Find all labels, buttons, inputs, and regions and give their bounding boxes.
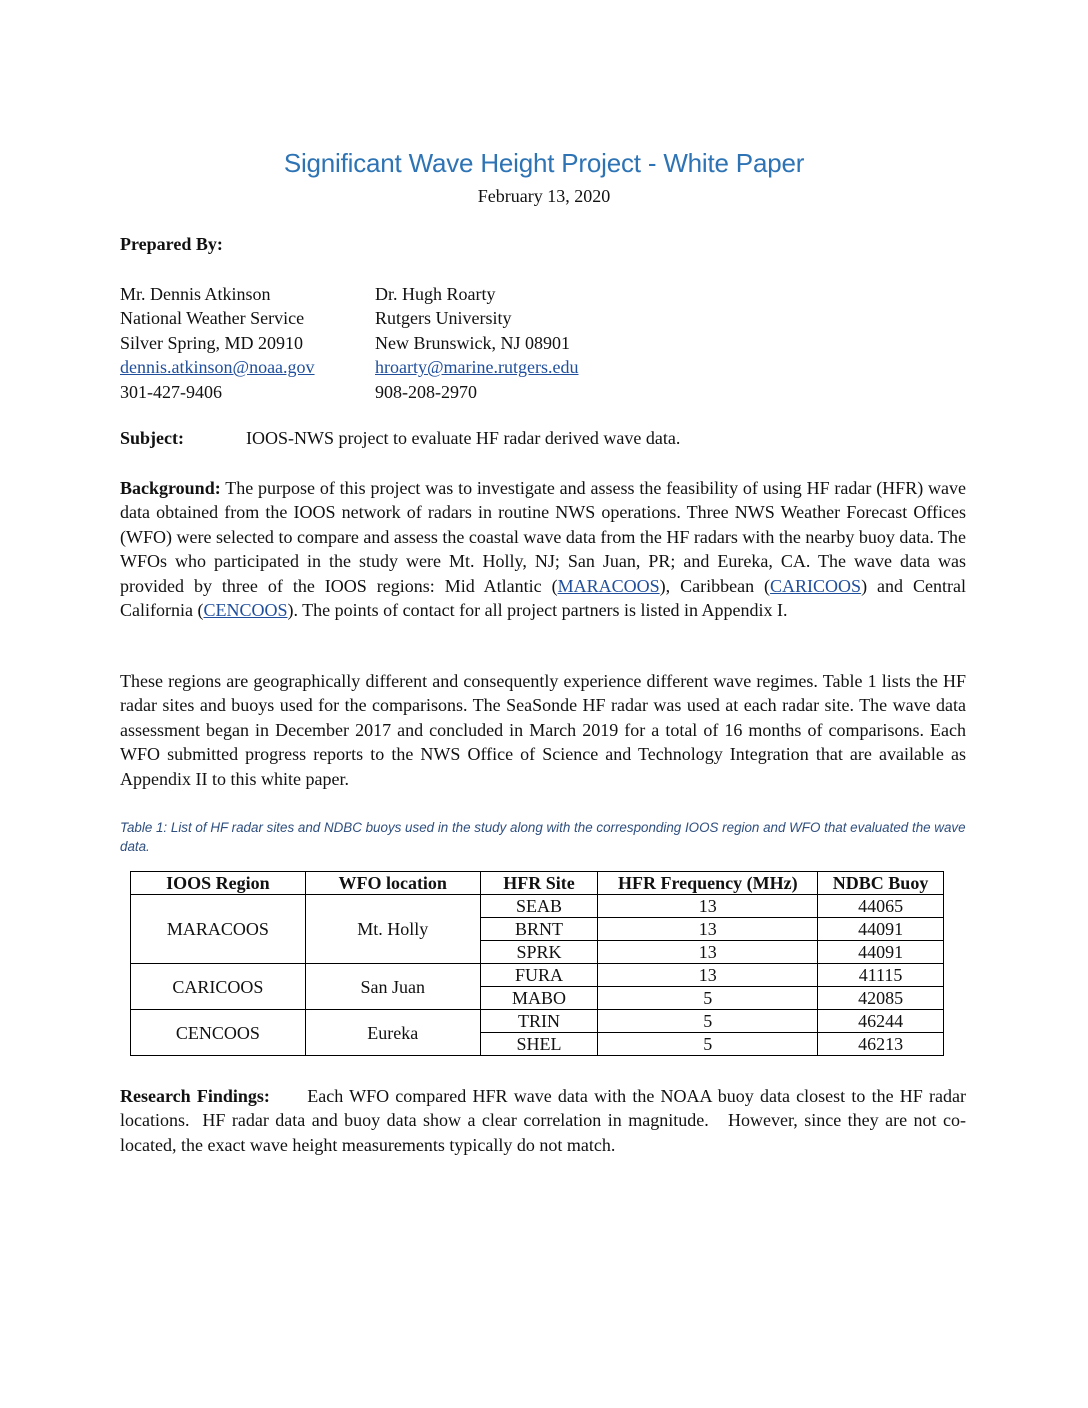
wfo-cell: Eureka bbox=[305, 1010, 480, 1056]
region-cell: CARICOOS bbox=[131, 964, 306, 1010]
wfo-cell: San Juan bbox=[305, 964, 480, 1010]
frequency-cell: 5 bbox=[598, 1010, 818, 1033]
frequency-cell: 13 bbox=[598, 964, 818, 987]
table-row bbox=[131, 964, 944, 987]
contact-address: Silver Spring, MD 20910 bbox=[120, 332, 304, 353]
buoy-cell: 44091 bbox=[818, 918, 944, 941]
site-cell: SEAB bbox=[480, 895, 598, 918]
findings-text: Each WFO compared HFR wave data with the NOAA buoy data closest to the HF radar locations. HF radar data and buoy data show a clear correlation in magnitude. However, since they are not co-located, the exact wave height measurements typically do not match. bbox=[120, 1086, 971, 1155]
column-header: WFO location bbox=[305, 872, 480, 895]
frequency-cell: 13 bbox=[598, 941, 818, 964]
buoy-cell: 46244 bbox=[818, 1010, 944, 1033]
page-title: Significant Wave Height Project - White Paper bbox=[283, 148, 805, 178]
column-header: IOOS Region bbox=[131, 872, 306, 895]
background-text: The purpose of this project was to investigate and assess the feasibility of using HF radar (HFR) wave data obtained from the IOOS network of radars in routine NWS operations. Three NWS Weather Forecast Offices (WFO) were selected to compare and assess the coastal wave data from the HF radars with the nearby buoy data. The WFOs who participated in the study were Mt. Holly, NJ; San Juan, PR; and Eureka, CA. The wave data was provided by three of the IOOS regions: Mid Atlantic ( bbox=[120, 478, 966, 596]
site-cell: MABO bbox=[480, 987, 598, 1010]
contact-organization: Rutgers University bbox=[375, 308, 512, 329]
background-text: ). The points of contact for all project partners is listed in Appendix I. bbox=[287, 600, 788, 621]
frequency-cell: 13 bbox=[598, 918, 818, 941]
maracoos-link[interactable]: MARACOOS bbox=[557, 575, 660, 596]
buoy-cell: 42085 bbox=[818, 987, 944, 1010]
column-header: HFR Frequency (MHz) bbox=[598, 872, 818, 895]
site-cell: BRNT bbox=[480, 918, 598, 941]
buoy-cell: 44091 bbox=[818, 941, 944, 964]
background-label: Background: bbox=[120, 478, 221, 498]
findings-paragraph bbox=[120, 1084, 971, 1157]
site-cell: TRIN bbox=[480, 1010, 598, 1033]
contact-organization: National Weather Service bbox=[120, 308, 305, 329]
radar-sites-table bbox=[130, 871, 944, 1056]
contact-email-link[interactable]: dennis.atkinson@noaa.gov bbox=[120, 357, 315, 378]
contact-name: Mr. Dennis Atkinson bbox=[120, 284, 271, 304]
subject-line bbox=[120, 428, 680, 449]
subject-text: IOOS-NWS project to evaluate HF radar derived wave data. bbox=[246, 428, 681, 448]
background-text: ) and Central California ( bbox=[120, 575, 966, 621]
document-date: February 13, 2020 bbox=[477, 186, 611, 206]
subject-label: Subject: bbox=[120, 428, 184, 448]
contact-name: Dr. Hugh Roarty bbox=[375, 284, 496, 304]
findings-label: Research Findings: bbox=[120, 1086, 270, 1106]
region-cell: MARACOOS bbox=[131, 895, 306, 964]
buoy-cell: 41115 bbox=[818, 964, 944, 987]
contact-phone: 301-427-9406 bbox=[120, 381, 222, 402]
frequency-cell: 5 bbox=[598, 987, 818, 1010]
regions-paragraph: These regions are geographically different and consequently experience different wave regimes. Table 1 lists the HF radar sites and buoys used for the comparisons. The SeaSonde HF radar was used at each radar site. The wave data assessment began in December 2017 and concluded in March 2019 for a total of 16 months of comparisons. Each WFO submitted progress reports to the NWS Office of Science and Technology Integration that are available as Appendix II to this white paper. bbox=[120, 671, 966, 789]
contact-address: New Brunswick, NJ 08901 bbox=[375, 332, 570, 353]
wfo-cell: Mt. Holly bbox=[305, 895, 480, 964]
table-row bbox=[131, 895, 944, 918]
table-header-row bbox=[131, 872, 944, 895]
contact-block-atkinson bbox=[120, 282, 315, 404]
contact-email-link[interactable]: hroarty@marine.rutgers.edu bbox=[375, 357, 579, 378]
prepared-by-heading: Prepared By: bbox=[120, 234, 223, 254]
buoy-cell: 44065 bbox=[818, 895, 944, 918]
cencoos-link[interactable]: CENCOOS bbox=[203, 600, 288, 621]
caricoos-link[interactable]: CARICOOS bbox=[770, 575, 862, 596]
background-paragraph bbox=[120, 476, 966, 622]
frequency-cell: 5 bbox=[598, 1033, 818, 1056]
site-cell: FURA bbox=[480, 964, 598, 987]
region-cell: CENCOOS bbox=[131, 1010, 306, 1056]
site-cell: SHEL bbox=[480, 1033, 598, 1056]
table-row bbox=[131, 1010, 944, 1033]
site-cell: SPRK bbox=[480, 941, 598, 964]
table-caption: Table 1: List of HF radar sites and NDBC buoys used in the study along with the corresponding IOOS region and WFO that evaluated the wave data. bbox=[120, 820, 966, 854]
column-header: NDBC Buoy bbox=[818, 872, 944, 895]
background-text: ), Caribbean ( bbox=[659, 575, 771, 596]
frequency-cell: 13 bbox=[598, 895, 818, 918]
buoy-cell: 46213 bbox=[818, 1033, 944, 1056]
column-header: HFR Site bbox=[480, 872, 598, 895]
contact-block-roarty bbox=[375, 282, 579, 404]
contact-phone: 908-208-2970 bbox=[375, 381, 477, 402]
